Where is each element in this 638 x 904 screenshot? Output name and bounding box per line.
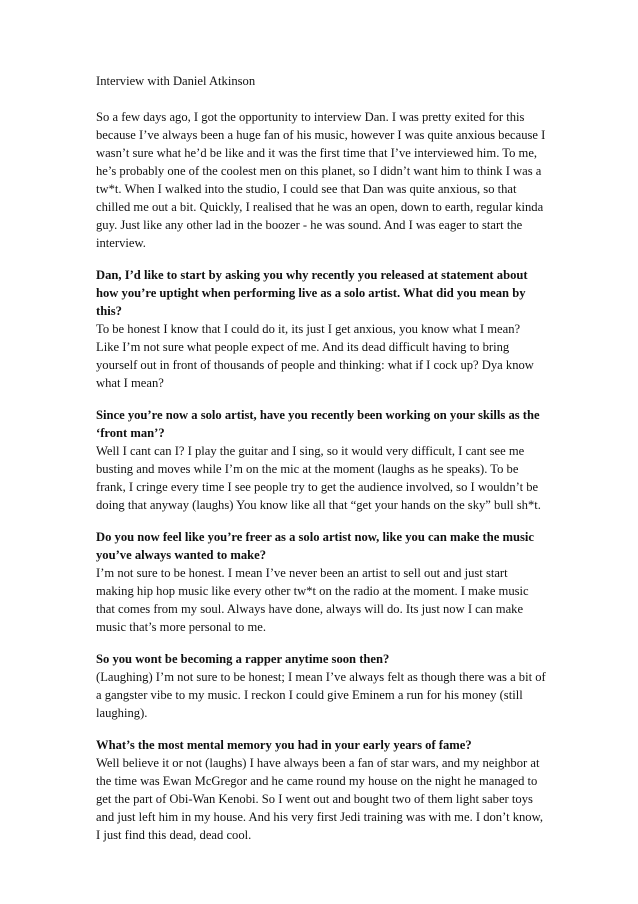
qa-block-3	[96, 528, 546, 636]
answer-5: Well believe it or not (laughs) I have always been a fan of star wars, and my neighbor at the time was Ewan McGregor and he came round my house on the night he managed to get the part of Obi-Wan Kenobi. So I went out and bought two of them light saber toys and just left him in my house. And his very first Jedi training was with me. I don’t know, I just find this dead, dead cool.	[96, 756, 544, 842]
question-5: What’s the most mental memory you had in your early years of fame?	[96, 738, 472, 752]
answer-1: To be honest I know that I could do it, its just I get anxious, you know what I mean? Like I’m not sure what people expect of me. And its dead difficult having to bring yourself out in front of thousands of people and thinking: what if I cock up? Dya know what I mean?	[96, 322, 534, 390]
qa-block-5	[96, 736, 546, 844]
question-4: So you wont be becoming a rapper anytime soon then?	[96, 652, 390, 666]
answer-2: Well I cant can I? I play the guitar and I sing, so it would very difficult, I cant see me busting and moves while I’m on the mic at the moment (laughs as he speaks). To be frank, I cringe every time I see people try to get the audience involved, so I wouldn’t be doing that anyway (laughs) You know like all that “get your hands on the sky” bull sh*t.	[96, 444, 541, 512]
qa-block-4	[96, 650, 546, 722]
answer-4: (Laughing) I’m not sure to be honest; I mean I’ve always felt as though there was a bit of a gangster vibe to my music. I reckon I could give Eminem a run for his money (still laughing).	[96, 670, 546, 720]
qa-block-2	[96, 406, 546, 514]
document-page	[96, 72, 546, 858]
qa-block-1	[96, 266, 546, 392]
question-1: Dan, I’d like to start by asking you why recently you released at statement about how you’re uptight when performing live as a solo artist. What did you mean by this?	[96, 268, 528, 318]
intro-paragraph: So a few days ago, I got the opportunity to interview Dan. I was pretty exited for this because I’ve always been a huge fan of his music, however I was quite anxious because I wasn’t sure what he’d be like and it was the first time that I’ve interviewed him. To me, he’s probably one of the coolest men on this planet, so I didn’t want him to think I was a tw*t. When I walked into the studio, I could see that Dan was quite anxious, so that chilled me out a bit. Quickly, I realised that he was an open, down to earth, regular kinda guy. Just like any other lad in the boozer - he was sound. And I was eager to start the interview.	[96, 110, 546, 250]
document-title: Interview with Daniel Atkinson	[96, 74, 256, 88]
question-3: Do you now feel like you’re freer as a solo artist now, like you can make the music you’ve always wanted to make?	[96, 530, 534, 562]
answer-3: I’m not sure to be honest. I mean I’ve never been an artist to sell out and just start making hip hop music like every other tw*t on the radio at the moment. I make music that comes from my soul. Always have done, always will do. Its just now I can make music that’s more personal to me.	[96, 566, 529, 634]
question-2: Since you’re now a solo artist, have you recently been working on your skills as the ‘front man’?	[96, 408, 540, 440]
